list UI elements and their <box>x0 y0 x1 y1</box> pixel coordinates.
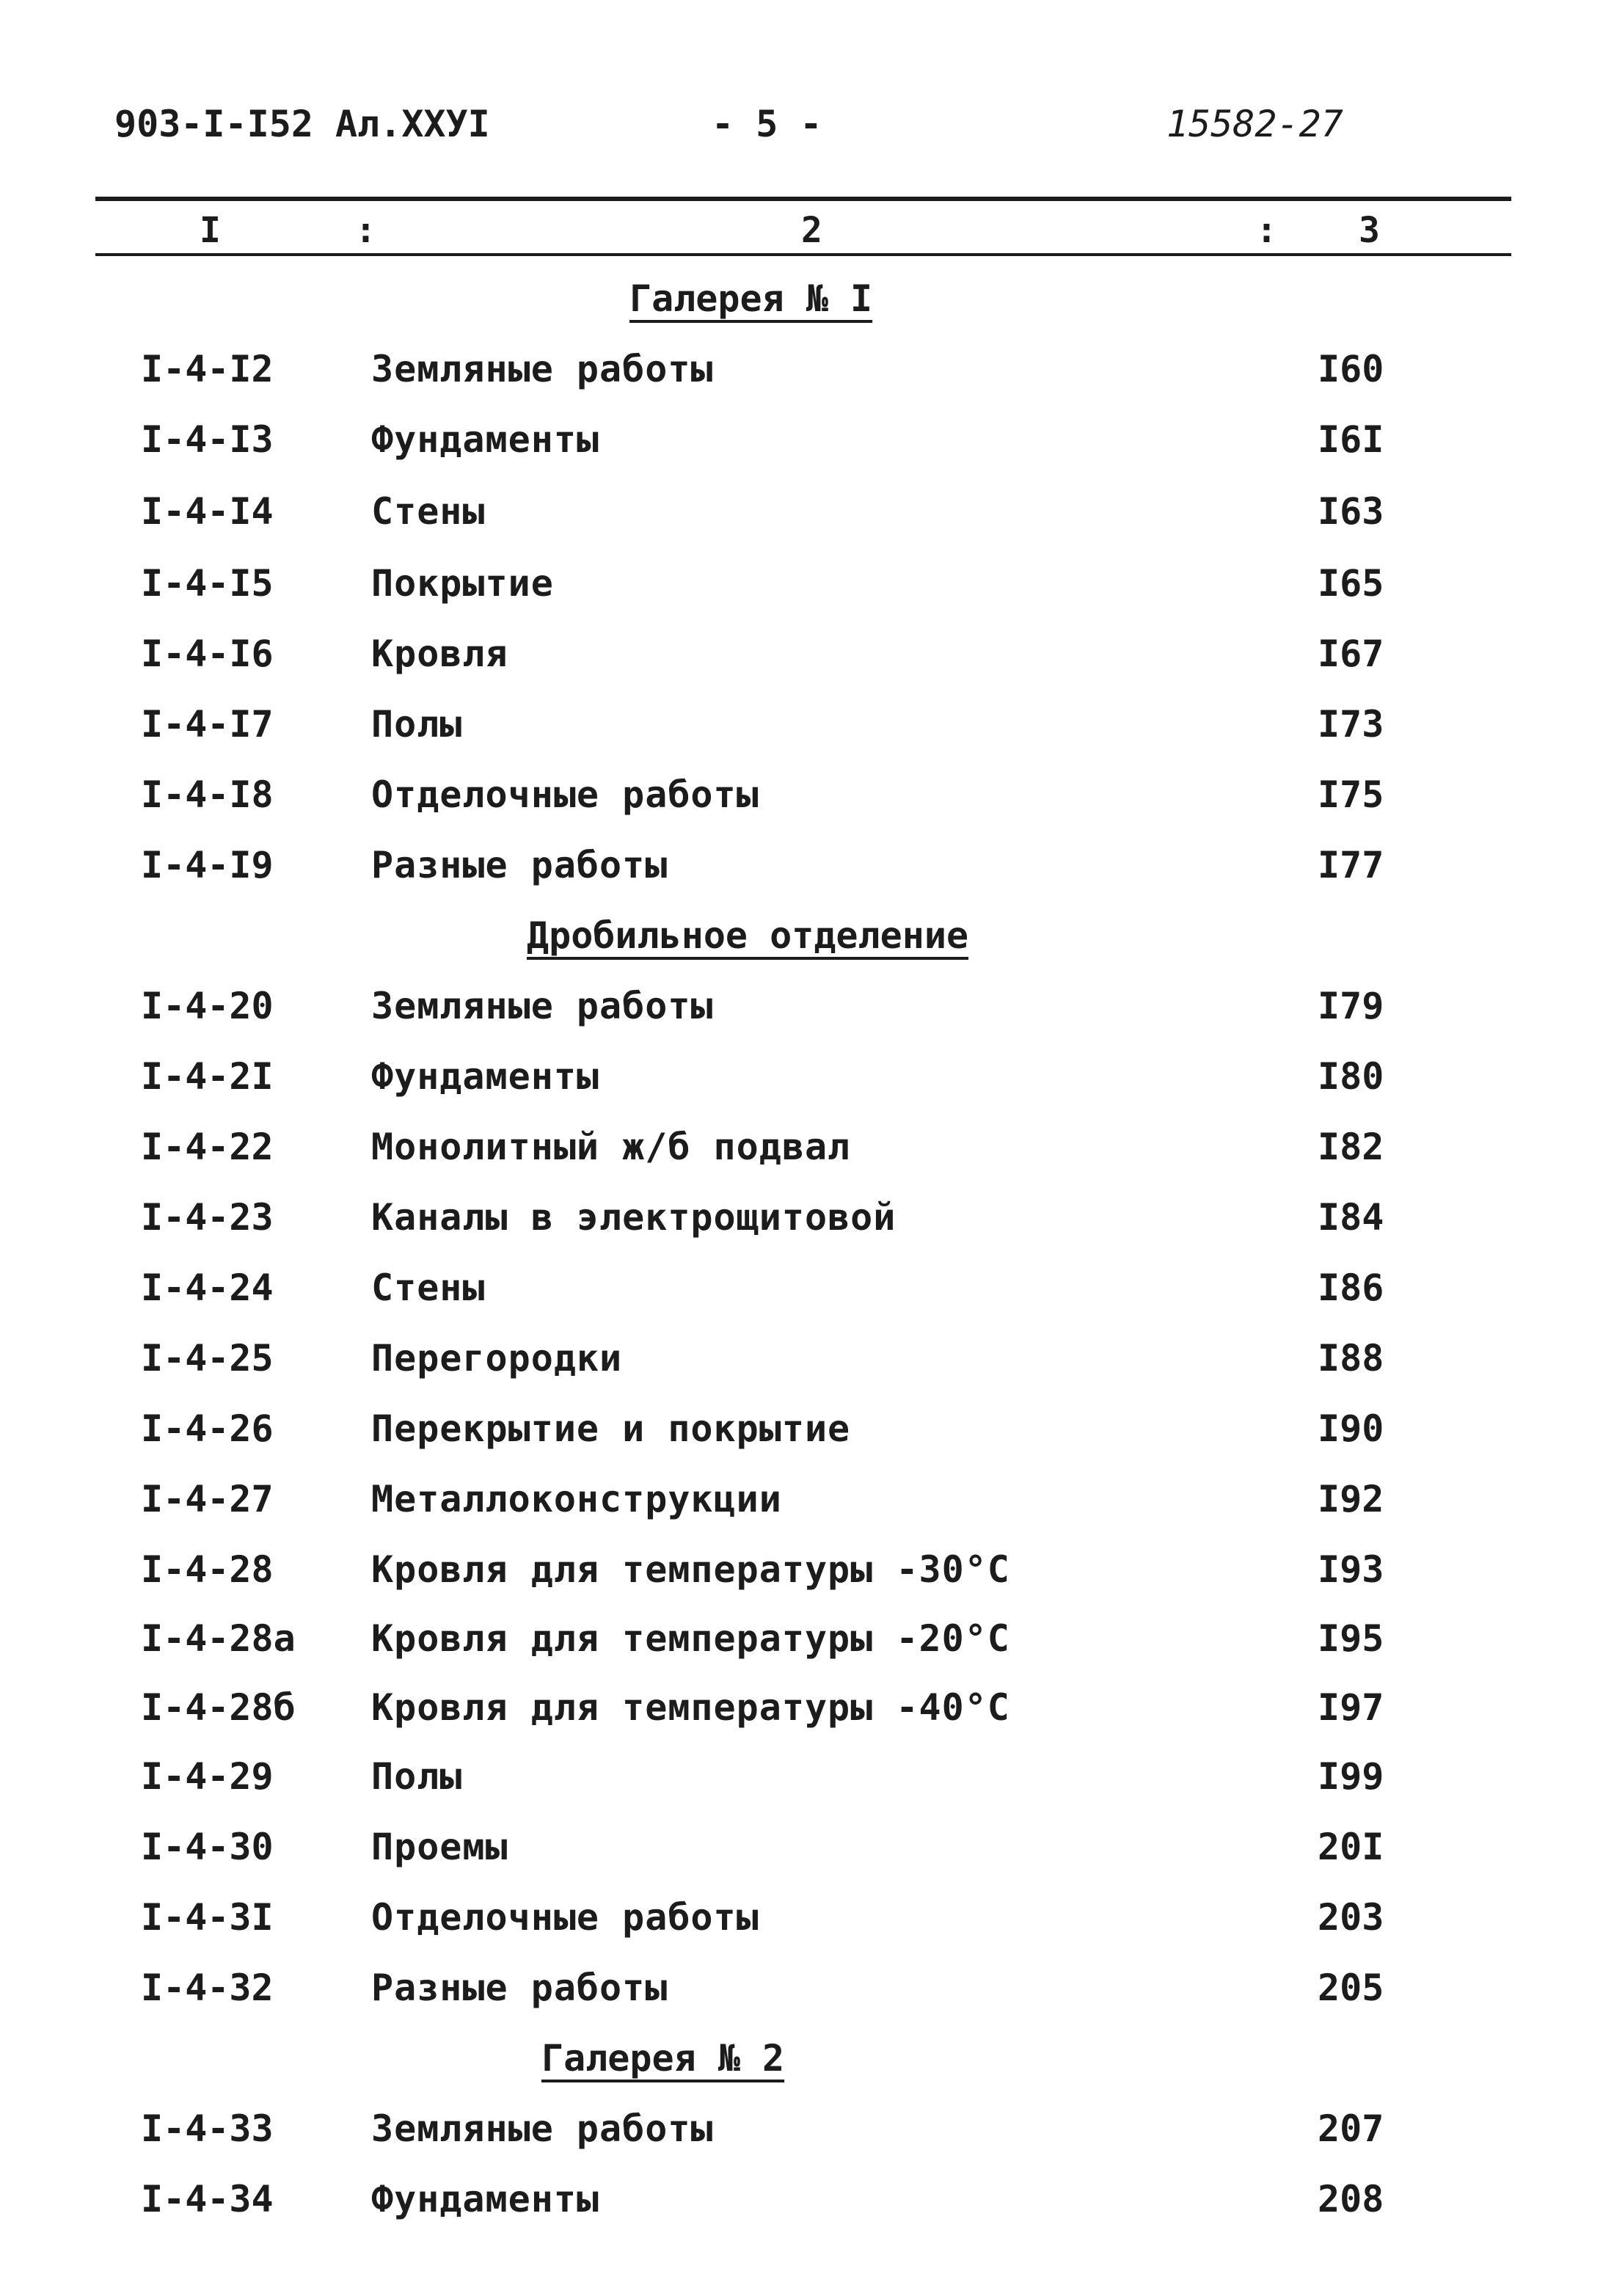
row-code: I-4-30 <box>141 1826 274 1868</box>
table-row <box>0 1126 1603 1177</box>
table-row <box>0 1548 1603 1600</box>
table-row <box>0 1267 1603 1318</box>
row-page: I92 <box>1318 1478 1384 1520</box>
table-row <box>0 1896 1603 1947</box>
row-page: 20I <box>1318 1826 1384 1868</box>
row-code: I-4-33 <box>141 2107 274 2150</box>
row-code: I-4-22 <box>141 1126 274 1168</box>
row-name: Проемы <box>371 1826 508 1868</box>
row-name: Перекрытие и покрытие <box>371 1407 851 1450</box>
row-code: I-4-20 <box>141 985 274 1027</box>
table-row <box>0 1055 1603 1107</box>
section-title: Галерея № 2 <box>541 2037 785 2080</box>
row-name: Кровля для температуры -20°С <box>371 1617 1010 1660</box>
column-separator-2: : <box>1256 210 1277 251</box>
row-code: I-4-I9 <box>141 844 274 886</box>
row-name: Разные работы <box>371 1967 668 2009</box>
row-page: I6I <box>1318 418 1384 461</box>
row-page: I77 <box>1318 844 1384 886</box>
row-page: I63 <box>1318 490 1384 533</box>
table-row <box>0 985 1603 1036</box>
row-name: Металлоконструкции <box>371 1478 782 1520</box>
row-name: Полы <box>371 1755 463 1798</box>
table-row <box>0 1826 1603 1877</box>
table-row <box>0 418 1603 470</box>
table-row <box>0 2178 1603 2229</box>
row-name: Каналы в электрощитовой <box>371 1196 897 1239</box>
table-row <box>0 1337 1603 1388</box>
section-title: Дробильное отделение <box>527 914 969 957</box>
table-row <box>0 1478 1603 1529</box>
header-rule-top <box>95 197 1511 201</box>
table-row <box>0 1407 1603 1459</box>
column-number-2: 2 <box>801 210 822 251</box>
table-row <box>0 348 1603 399</box>
row-page: I93 <box>1318 1548 1384 1591</box>
table-row <box>0 1686 1603 1738</box>
row-page: 208 <box>1318 2178 1384 2220</box>
row-code: I-4-28б <box>141 1686 296 1729</box>
row-name: Стены <box>371 1267 486 1309</box>
row-code: I-4-26 <box>141 1407 274 1450</box>
row-code: I-4-I3 <box>141 418 274 461</box>
row-page: I82 <box>1318 1126 1384 1168</box>
row-name: Земляные работы <box>371 985 714 1027</box>
row-name: Отделочные работы <box>371 1896 759 1939</box>
row-name: Кровля для температуры -40°С <box>371 1686 1010 1729</box>
row-name: Фундаменты <box>371 1055 600 1098</box>
row-page: I88 <box>1318 1337 1384 1380</box>
row-page: I65 <box>1318 562 1384 605</box>
row-name: Покрытие <box>371 562 554 605</box>
table-row <box>0 703 1603 754</box>
table-row <box>0 1967 1603 2018</box>
row-code: I-4-28а <box>141 1617 296 1660</box>
header-rule-bottom <box>95 253 1511 256</box>
table-row <box>0 844 1603 895</box>
table-row <box>0 633 1603 684</box>
document-code: 903-I-I52 Ал.XXУI <box>114 103 490 145</box>
row-code: I-4-I2 <box>141 348 274 390</box>
row-page: I86 <box>1318 1267 1384 1309</box>
row-code: I-4-I4 <box>141 490 274 533</box>
table-row <box>0 773 1603 825</box>
row-code: I-4-32 <box>141 1967 274 2009</box>
row-page: I73 <box>1318 703 1384 746</box>
row-code: I-4-29 <box>141 1755 274 1798</box>
row-page: I75 <box>1318 773 1384 816</box>
row-name: Стены <box>371 490 486 533</box>
row-page: 205 <box>1318 1967 1384 2009</box>
row-page: 203 <box>1318 1896 1384 1939</box>
table-row <box>0 490 1603 542</box>
row-page: I97 <box>1318 1686 1384 1729</box>
row-name: Фундаменты <box>371 418 600 461</box>
table-row <box>0 1617 1603 1669</box>
row-code: I-4-34 <box>141 2178 274 2220</box>
row-code: I-4-24 <box>141 1267 274 1309</box>
row-page: 207 <box>1318 2107 1384 2150</box>
row-code: I-4-28 <box>141 1548 274 1591</box>
row-name: Фундаменты <box>371 2178 600 2220</box>
row-page: I79 <box>1318 985 1384 1027</box>
row-page: I60 <box>1318 348 1384 390</box>
page-number: - 5 - <box>712 103 822 145</box>
row-page: I80 <box>1318 1055 1384 1098</box>
section-title: Галерея № I <box>629 277 873 320</box>
row-code: I-4-25 <box>141 1337 274 1380</box>
row-page: I99 <box>1318 1755 1384 1798</box>
row-page: I90 <box>1318 1407 1384 1450</box>
row-page: I67 <box>1318 633 1384 675</box>
row-code: I-4-I7 <box>141 703 274 746</box>
row-code: I-4-3I <box>141 1896 274 1939</box>
row-name: Кровля <box>371 633 508 675</box>
archive-number: 15582-27 <box>1166 103 1343 145</box>
row-code: I-4-23 <box>141 1196 274 1239</box>
row-name: Полы <box>371 703 463 746</box>
column-number-3: 3 <box>1359 210 1380 251</box>
column-separator-1: : <box>355 210 376 251</box>
table-row <box>0 562 1603 613</box>
row-name: Отделочные работы <box>371 773 759 816</box>
column-number-1: I <box>200 210 221 251</box>
row-code: I-4-I6 <box>141 633 274 675</box>
table-row <box>0 1196 1603 1247</box>
row-name: Земляные работы <box>371 348 714 390</box>
row-code: I-4-2I <box>141 1055 274 1098</box>
row-name: Монолитный ж/б подвал <box>371 1126 851 1168</box>
table-row <box>0 2107 1603 2159</box>
row-name: Земляные работы <box>371 2107 714 2150</box>
row-code: I-4-I5 <box>141 562 274 605</box>
row-name: Разные работы <box>371 844 668 886</box>
row-name: Кровля для температуры -30°С <box>371 1548 1010 1591</box>
row-name: Перегородки <box>371 1337 623 1380</box>
row-code: I-4-27 <box>141 1478 274 1520</box>
table-row <box>0 1755 1603 1807</box>
row-page: I84 <box>1318 1196 1384 1239</box>
row-page: I95 <box>1318 1617 1384 1660</box>
row-code: I-4-I8 <box>141 773 274 816</box>
